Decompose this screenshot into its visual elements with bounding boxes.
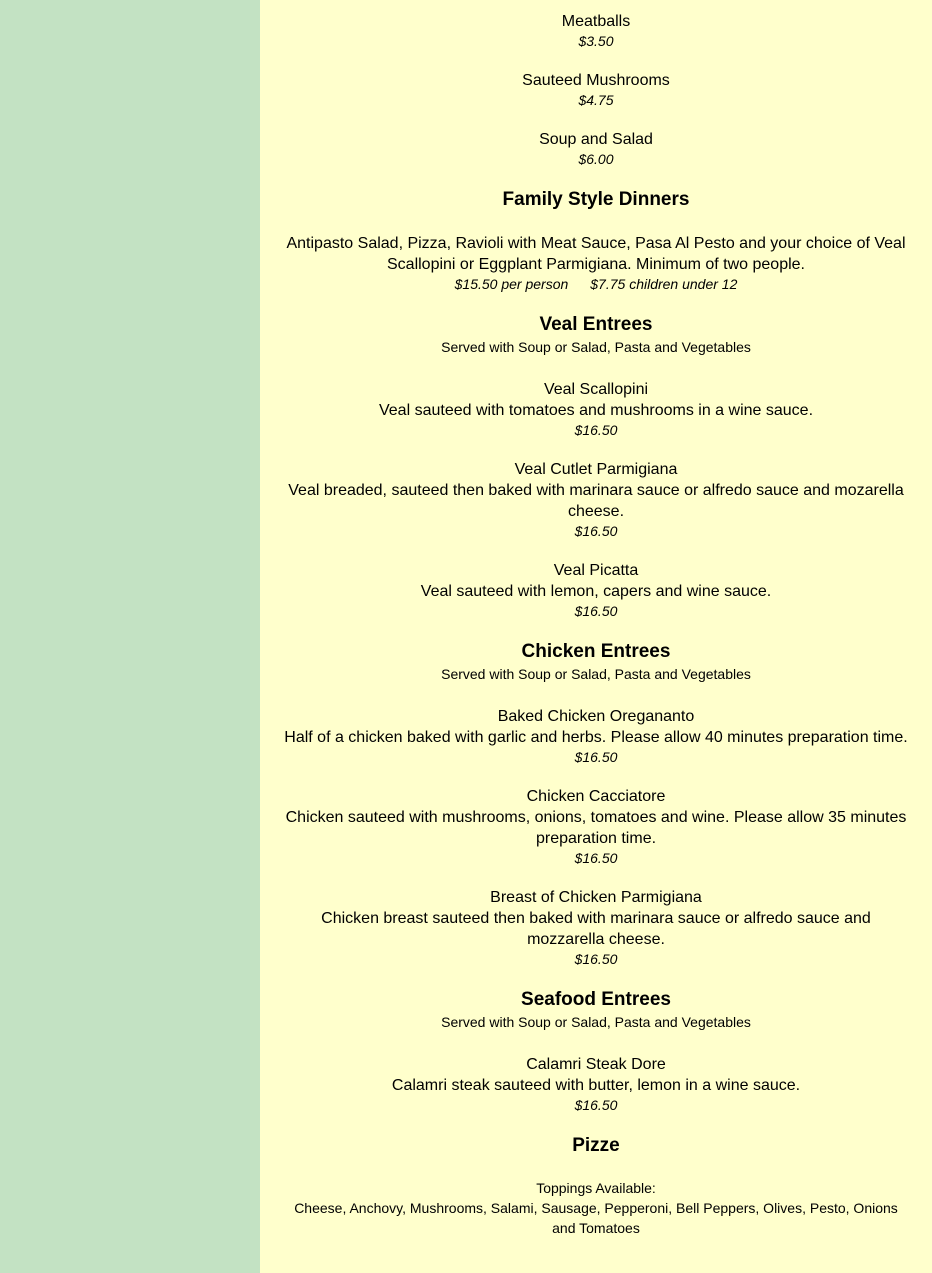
- menu-item-name: Sauteed Mushrooms: [522, 72, 670, 89]
- menu-item-name: Baked Chicken Oregananto: [497, 708, 695, 725]
- menu-section-header: [281, 188, 911, 212]
- menu-item: [281, 1054, 911, 1115]
- menu-item-prices: [281, 32, 911, 51]
- menu-item-price: $16.50: [574, 603, 618, 619]
- section-subtitle: Served with Soup or Salad, Pasta and Vegetables: [441, 1014, 751, 1030]
- menu-item: [281, 887, 911, 969]
- note-text: Cheese, Anchovy, Mushrooms, Salami, Sausage, Pepperoni, Bell Peppers, Olives, Pesto, Onions and Tomatoes: [294, 1200, 898, 1236]
- menu-item-price: $6.00: [578, 151, 614, 167]
- menu-section-header: [281, 988, 911, 1033]
- menu-item: [281, 786, 911, 868]
- menu-item-price: $16.50: [574, 850, 618, 866]
- menu-item: [281, 706, 911, 767]
- menu-item: [281, 233, 911, 294]
- section-title: Chicken Entrees: [521, 641, 671, 662]
- menu-item-prices: [281, 602, 911, 621]
- menu-item-description: Antipasto Salad, Pizza, Ravioli with Meat Sauce, Pasa Al Pesto and your choice of Veal Scallopini or Eggplant Parmigiana. Minimum of two people.: [286, 235, 906, 273]
- menu-item-name: Veal Scallopini: [543, 381, 649, 398]
- menu-item-description: Half of a chicken baked with garlic and herbs. Please allow 40 minutes preparation time.: [284, 729, 908, 746]
- section-title: Seafood Entrees: [521, 989, 671, 1010]
- menu-item-price: $16.50: [574, 422, 618, 438]
- menu-content: [260, 0, 932, 1273]
- menu-item-prices: [281, 522, 911, 541]
- menu-item-description: Calamri steak sauteed with butter, lemon in a wine sauce.: [391, 1077, 801, 1094]
- left-sidebar: [0, 0, 260, 1273]
- menu-item-description: Chicken sauteed with mushrooms, onions, tomatoes and wine. Please allow 35 minutes preparation time.: [285, 809, 907, 847]
- menu-item: [281, 129, 911, 169]
- menu-item-name: Veal Cutlet Parmigiana: [514, 461, 678, 478]
- menu-item-prices: [281, 91, 911, 110]
- menu-item-price: $15.50 per person: [454, 276, 569, 292]
- menu-item: [281, 11, 911, 51]
- menu-item-description: Veal sauteed with lemon, capers and wine sauce.: [420, 583, 772, 600]
- menu-item-price: $16.50: [574, 1097, 618, 1113]
- menu-item-prices: [281, 950, 911, 969]
- menu-item-name: Meatballs: [561, 13, 631, 30]
- menu-item-name: Calamri Steak Dore: [526, 1056, 666, 1073]
- menu-item: [281, 560, 911, 621]
- menu-section-header: [281, 1134, 911, 1158]
- section-title: Pizze: [572, 1135, 620, 1156]
- section-subtitle: Served with Soup or Salad, Pasta and Vegetables: [441, 666, 751, 682]
- menu-item-description: Veal breaded, sauteed then baked with marinara sauce or alfredo sauce and mozarella cheese.: [288, 482, 904, 520]
- menu-note: [281, 1179, 911, 1238]
- menu-item-price: $3.50: [578, 33, 614, 49]
- menu-item-price: $7.75 children under 12: [590, 276, 738, 292]
- menu-item: [281, 379, 911, 440]
- menu-item-prices: [281, 849, 911, 868]
- menu-item-price: $4.75: [578, 92, 614, 108]
- menu-item: [281, 70, 911, 110]
- section-subtitle: Served with Soup or Salad, Pasta and Vegetables: [441, 339, 751, 355]
- menu-section-header: [281, 640, 911, 685]
- menu-item-prices: [281, 748, 911, 767]
- menu-item-name: Soup and Salad: [539, 131, 653, 148]
- section-title: Family Style Dinners: [502, 189, 690, 210]
- menu-item-prices: [281, 150, 911, 169]
- menu-item-prices: [281, 1096, 911, 1115]
- menu-item-description: Veal sauteed with tomatoes and mushrooms in a wine sauce.: [378, 402, 814, 419]
- menu-item-name: Breast of Chicken Parmigiana: [490, 889, 702, 906]
- menu-item-price: $16.50: [574, 749, 618, 765]
- menu-item-prices: [281, 421, 911, 440]
- menu-item-name: Chicken Cacciatore: [526, 788, 666, 805]
- menu-item: [281, 459, 911, 541]
- section-title: Veal Entrees: [539, 314, 653, 335]
- menu-section-header: [281, 313, 911, 358]
- menu-item-name: Veal Picatta: [553, 562, 639, 579]
- menu-item-price: $16.50: [574, 523, 618, 539]
- menu-item-prices: [281, 275, 911, 294]
- menu-item-description: Chicken breast sauteed then baked with marinara sauce or alfredo sauce and mozzarella cheese.: [321, 910, 871, 948]
- note-label: Toppings Available:: [536, 1180, 656, 1196]
- menu-item-price: $16.50: [574, 951, 618, 967]
